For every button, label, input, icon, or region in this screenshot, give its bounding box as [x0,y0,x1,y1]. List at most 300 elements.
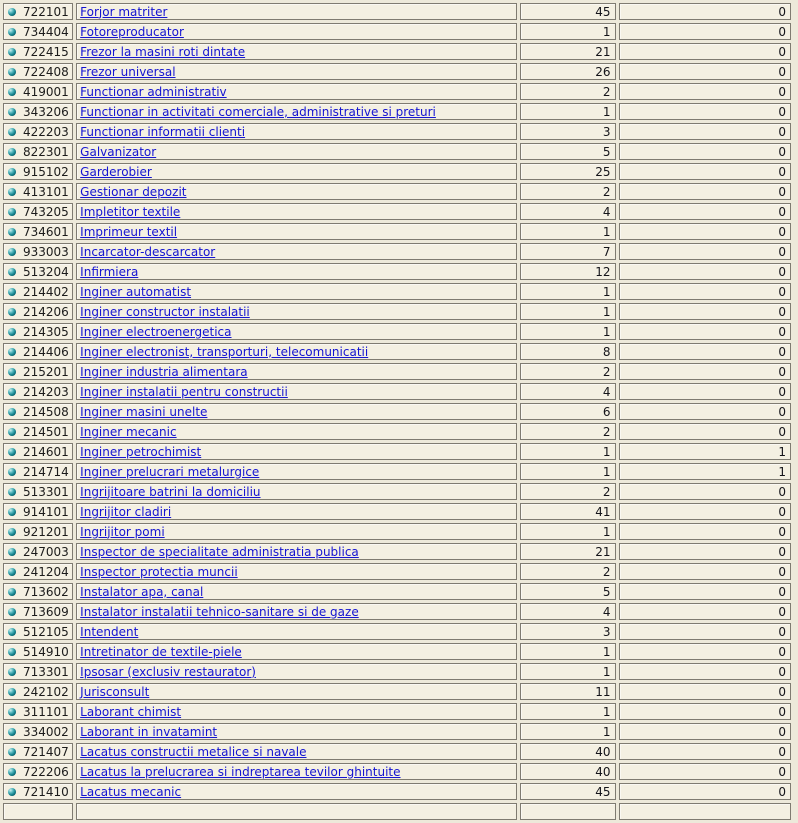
job-code-cell [3,43,73,60]
job-count2-cell: 0 [619,763,791,780]
job-name-cell [76,423,517,440]
job-count2-cell: 0 [619,543,791,560]
job-name-link[interactable]: Intretinator de textile-piele [80,644,242,659]
job-code-cell [3,543,73,560]
job-count2-cell: 0 [619,283,791,300]
job-count1-cell: 21 [520,43,615,60]
job-code: 743205 [23,204,69,219]
bullet-icon [8,668,16,676]
job-count2-cell: 0 [619,783,791,800]
table-row [3,63,791,80]
job-count1-cell: 8 [520,343,615,360]
job-name-link[interactable]: Fotoreproducator [80,24,184,39]
job-name-cell [76,103,517,120]
job-name-link[interactable]: Jurisconsult [80,684,150,699]
job-count1-cell: 3 [520,623,615,640]
job-name-link[interactable]: Ingrijitor pomi [80,524,165,539]
job-count2-cell: 0 [619,503,791,520]
job-count1-cell: 3 [520,123,615,140]
job-name-link[interactable]: Functionar in activitati comerciale, administrative si preturi [80,104,436,119]
job-name-cell [76,783,517,800]
job-code-cell [3,283,73,300]
job-code: 214402 [23,284,69,299]
bullet-icon [8,748,16,756]
job-code: 214601 [23,444,69,459]
table-row [3,623,791,640]
job-code: 513204 [23,264,69,279]
job-count2-cell: 1 [619,463,791,480]
job-code: 822301 [23,144,69,159]
job-name-link[interactable]: Inginer industria alimentara [80,364,248,379]
job-count1-cell: 1 [520,303,615,320]
bullet-icon [8,148,16,156]
job-code-cell [3,643,73,660]
job-count1-cell: 1 [520,323,615,340]
job-count2-cell: 0 [619,203,791,220]
job-count1-cell: 2 [520,83,615,100]
job-code: 241204 [23,564,69,579]
job-count2-cell: 0 [619,483,791,500]
job-count1-cell: 6 [520,403,615,420]
job-code-cell [3,423,73,440]
job-code-cell [3,83,73,100]
job-count2-cell: 0 [619,363,791,380]
table-row [3,243,791,260]
bullet-icon [8,548,16,556]
job-name-link[interactable]: Instalator apa, canal [80,584,204,599]
code-wrap [8,205,69,219]
job-count1-cell [520,803,615,820]
job-count1-cell: 1 [520,463,615,480]
bullet-icon [8,648,16,656]
code-wrap [8,685,69,699]
job-code: 513301 [23,484,69,499]
job-count1-cell: 41 [520,503,615,520]
bullet-icon [8,708,16,716]
job-count2-cell: 0 [619,43,791,60]
job-code: 214203 [23,384,69,399]
job-count1-cell: 1 [520,663,615,680]
job-code-cell [3,223,73,240]
job-code: 242102 [23,684,69,699]
job-code-cell [3,143,73,160]
job-code: 214406 [23,344,69,359]
job-count2-cell: 0 [619,343,791,360]
code-wrap [8,245,69,259]
job-code-cell [3,763,73,780]
job-code-cell [3,363,73,380]
job-name-link[interactable]: Infirmiera [80,264,139,279]
bullet-icon [8,88,16,96]
job-name-cell [76,723,517,740]
job-name-cell [76,763,517,780]
job-code: 514910 [23,644,69,659]
table-row [3,603,791,620]
job-code: 413101 [23,184,69,199]
job-name-link[interactable]: Lacatus la prelucrarea si indreptarea tevilor ghintuite [80,764,401,779]
job-count2-cell: 0 [619,583,791,600]
code-wrap [8,525,69,539]
job-name-link[interactable]: Laborant in invatamint [80,724,218,739]
table-row [3,663,791,680]
table-row [3,383,791,400]
job-code-cell [3,383,73,400]
job-name-link[interactable]: Instalator instalatii tehnico-sanitare si de gaze [80,604,359,619]
job-code: 343206 [23,104,69,119]
job-name-cell [76,183,517,200]
job-count2-cell [619,803,791,820]
job-name-link[interactable]: Frezor la masini roti dintate [80,44,246,59]
job-code-cell [3,23,73,40]
code-wrap [8,125,69,139]
job-count2-cell: 0 [619,23,791,40]
table-row [3,503,791,520]
job-code: 734404 [23,24,69,39]
job-name-cell [76,483,517,500]
job-name-cell [76,143,517,160]
job-code-cell [3,303,73,320]
table-row [3,463,791,480]
job-name-link[interactable]: Gestionar depozit [80,184,187,199]
job-code-cell [3,803,73,820]
code-wrap [8,65,69,79]
code-wrap [8,325,69,339]
table-row [3,263,791,280]
job-code: 214501 [23,424,69,439]
job-code-cell [3,263,73,280]
job-count2-cell: 0 [619,63,791,80]
job-code: 734601 [23,224,69,239]
table-row [3,783,791,800]
table-row [3,763,791,780]
table-row-partial [3,803,791,820]
job-code: 713609 [23,604,69,619]
job-name-cell [76,283,517,300]
job-code: 214305 [23,324,69,339]
job-code-cell [3,163,73,180]
job-code: 721410 [23,784,69,799]
job-name-link[interactable]: Lacatus constructii metalice si navale [80,744,307,759]
bullet-icon [8,568,16,576]
job-count2-cell: 0 [619,603,791,620]
code-wrap [8,345,69,359]
job-name-link[interactable]: Inginer prelucrari metalurgice [80,464,260,479]
code-wrap [8,285,69,299]
code-wrap [8,565,69,579]
job-name-cell [76,583,517,600]
table-row [3,223,791,240]
table-row [3,283,791,300]
job-name-link[interactable]: Laborant chimist [80,704,182,719]
job-code: 721407 [23,744,69,759]
bullet-icon [8,168,16,176]
job-count2-cell: 0 [619,3,791,20]
table-row [3,203,791,220]
job-name-link[interactable]: Garderobier [80,164,152,179]
job-name-link[interactable]: Forjor matriter [80,4,168,19]
job-code-cell [3,623,73,640]
job-count1-cell: 1 [520,703,615,720]
job-count2-cell: 0 [619,243,791,260]
bullet-icon [8,68,16,76]
bullet-icon [8,268,16,276]
code-wrap [8,225,69,239]
code-wrap [8,85,69,99]
bullet-icon [8,788,16,796]
job-count1-cell: 1 [520,643,615,660]
job-code: 247003 [23,544,69,559]
job-count1-cell: 1 [520,723,615,740]
job-count2-cell: 0 [619,423,791,440]
table-row [3,483,791,500]
job-name-link[interactable]: Intendent [80,624,139,639]
table-row [3,743,791,760]
job-count1-cell: 2 [520,363,615,380]
job-name-cell [76,703,517,720]
job-code-cell [3,243,73,260]
job-name-link[interactable]: Incarcator-descarcator [80,244,216,259]
table-row [3,343,791,360]
table-row [3,3,791,20]
job-code-cell [3,603,73,620]
job-name-link[interactable]: Inginer electronist, transporturi, telecomunicatii [80,344,369,359]
job-code: 915102 [23,164,69,179]
code-wrap [8,405,69,419]
bullet-icon [8,448,16,456]
job-name-link[interactable]: Inspector protectia muncii [80,564,238,579]
table-row [3,723,791,740]
job-code-cell [3,103,73,120]
bullet-icon [8,508,16,516]
job-name-link[interactable]: Functionar informatii clienti [80,124,246,139]
code-wrap [8,545,69,559]
job-code-cell [3,403,73,420]
job-count2-cell: 0 [619,223,791,240]
job-name-link[interactable]: Impletitor textile [80,204,181,219]
code-wrap [8,425,69,439]
job-name-link[interactable]: Inginer mecanic [80,424,177,439]
job-name-cell [76,363,517,380]
job-name-cell [76,123,517,140]
code-wrap [8,665,69,679]
job-code-cell [3,743,73,760]
job-count1-cell: 5 [520,583,615,600]
job-code-cell [3,583,73,600]
table-row [3,163,791,180]
bullet-icon [8,468,16,476]
occupations-table-body [3,3,791,820]
job-name-cell [76,63,517,80]
code-wrap [8,305,69,319]
bullet-icon [8,408,16,416]
job-count1-cell: 7 [520,243,615,260]
table-row [3,43,791,60]
job-count2-cell: 0 [619,623,791,640]
job-code-cell [3,783,73,800]
code-wrap [8,25,69,39]
job-code-cell [3,523,73,540]
job-code: 215201 [23,364,69,379]
code-wrap [8,145,69,159]
job-name-link[interactable]: Inginer masini unelte [80,404,208,419]
code-wrap [8,785,69,799]
job-code: 921201 [23,524,69,539]
table-row [3,323,791,340]
table-row [3,23,791,40]
bullet-icon [8,308,16,316]
job-code-cell [3,63,73,80]
job-name-cell [76,3,517,20]
job-count1-cell: 45 [520,3,615,20]
job-count1-cell: 4 [520,603,615,620]
job-name-cell [76,663,517,680]
job-name-link[interactable]: Inginer petrochimist [80,444,202,459]
job-name-cell [76,743,517,760]
job-count1-cell: 2 [520,483,615,500]
job-name-link[interactable]: Inginer automatist [80,284,192,299]
job-name-cell [76,643,517,660]
code-wrap [8,105,69,119]
table-row [3,143,791,160]
job-count2-cell: 0 [619,263,791,280]
job-name-link[interactable]: Imprimeur textil [80,224,178,239]
bullet-icon [8,288,16,296]
job-name-cell [76,383,517,400]
job-name-link[interactable]: Ingrijitor cladiri [80,504,172,519]
job-code: 713301 [23,664,69,679]
job-code: 311101 [23,704,69,719]
job-code: 422203 [23,124,69,139]
code-wrap [8,385,69,399]
job-count1-cell: 2 [520,423,615,440]
job-count1-cell: 2 [520,563,615,580]
job-name-cell [76,403,517,420]
job-name-link[interactable]: Lacatus mecanic [80,784,182,799]
job-code: 512105 [23,624,69,639]
job-count2-cell: 0 [619,743,791,760]
job-name-cell [76,683,517,700]
job-name-link[interactable]: Ingrijitoare batrini la domiciliu [80,484,261,499]
job-count1-cell: 4 [520,203,615,220]
job-name-cell [76,243,517,260]
job-name-cell [76,323,517,340]
table-row [3,183,791,200]
code-wrap [8,725,69,739]
bullet-icon [8,328,16,336]
code-wrap [8,485,69,499]
bullet-icon [8,348,16,356]
bullet-icon [8,588,16,596]
job-code: 334002 [23,724,69,739]
job-name-cell [76,83,517,100]
job-code-cell [3,483,73,500]
code-wrap [8,165,69,179]
job-name-link[interactable]: Inspector de specialitate administratia publica [80,544,359,559]
job-count1-cell: 12 [520,263,615,280]
bullet-icon [8,8,16,16]
job-code: 722415 [23,44,69,59]
job-count2-cell: 0 [619,163,791,180]
job-code-cell [3,503,73,520]
bullet-icon [8,688,16,696]
bullet-icon [8,228,16,236]
code-wrap [8,445,69,459]
job-count2-cell: 0 [619,303,791,320]
code-wrap [8,5,69,19]
bullet-icon [8,388,16,396]
table-row [3,443,791,460]
job-name-cell [76,603,517,620]
job-code-cell [3,563,73,580]
job-count2-cell: 0 [619,103,791,120]
code-wrap [8,645,69,659]
job-name-link[interactable]: Functionar administrativ [80,84,227,99]
job-name-cell [76,503,517,520]
job-code-cell [3,723,73,740]
bullet-icon [8,728,16,736]
job-code: 419001 [23,84,69,99]
job-count2-cell: 0 [619,143,791,160]
job-name-cell [76,623,517,640]
job-name-link[interactable]: Ipsosar (exclusiv restaurator) [80,664,256,679]
job-name-cell [76,523,517,540]
job-count2-cell: 0 [619,643,791,660]
job-name-cell [76,563,517,580]
job-name-link[interactable]: Inginer constructor instalatii [80,304,250,319]
job-name-cell [76,803,517,820]
bullet-icon [8,768,16,776]
job-code: 722408 [23,64,69,79]
job-count2-cell: 0 [619,383,791,400]
table-row [3,303,791,320]
job-code: 914101 [23,504,69,519]
job-count1-cell: 1 [520,283,615,300]
table-row [3,543,791,560]
job-name-link[interactable]: Galvanizator [80,144,157,159]
job-name-link[interactable]: Frezor universal [80,64,176,79]
job-count1-cell: 45 [520,783,615,800]
job-code: 214714 [23,464,69,479]
table-row [3,563,791,580]
job-count1-cell: 40 [520,763,615,780]
job-count1-cell: 2 [520,183,615,200]
job-count2-cell: 0 [619,83,791,100]
job-count1-cell: 26 [520,63,615,80]
table-row [3,643,791,660]
job-count2-cell: 1 [619,443,791,460]
job-name-cell [76,263,517,280]
job-count2-cell: 0 [619,723,791,740]
job-name-link[interactable]: Inginer electroenergetica [80,324,232,339]
job-count1-cell: 1 [520,103,615,120]
job-count2-cell: 0 [619,683,791,700]
job-code: 214206 [23,304,69,319]
job-count1-cell: 1 [520,23,615,40]
table-row [3,103,791,120]
bullet-icon [8,208,16,216]
job-count2-cell: 0 [619,123,791,140]
bullet-icon [8,128,16,136]
code-wrap [8,705,69,719]
code-wrap [8,465,69,479]
bullet-icon [8,528,16,536]
job-count1-cell: 25 [520,163,615,180]
code-wrap [8,605,69,619]
job-count2-cell: 0 [619,403,791,420]
job-name-cell [76,463,517,480]
job-name-link[interactable]: Inginer instalatii pentru constructii [80,384,288,399]
table-row [3,583,791,600]
